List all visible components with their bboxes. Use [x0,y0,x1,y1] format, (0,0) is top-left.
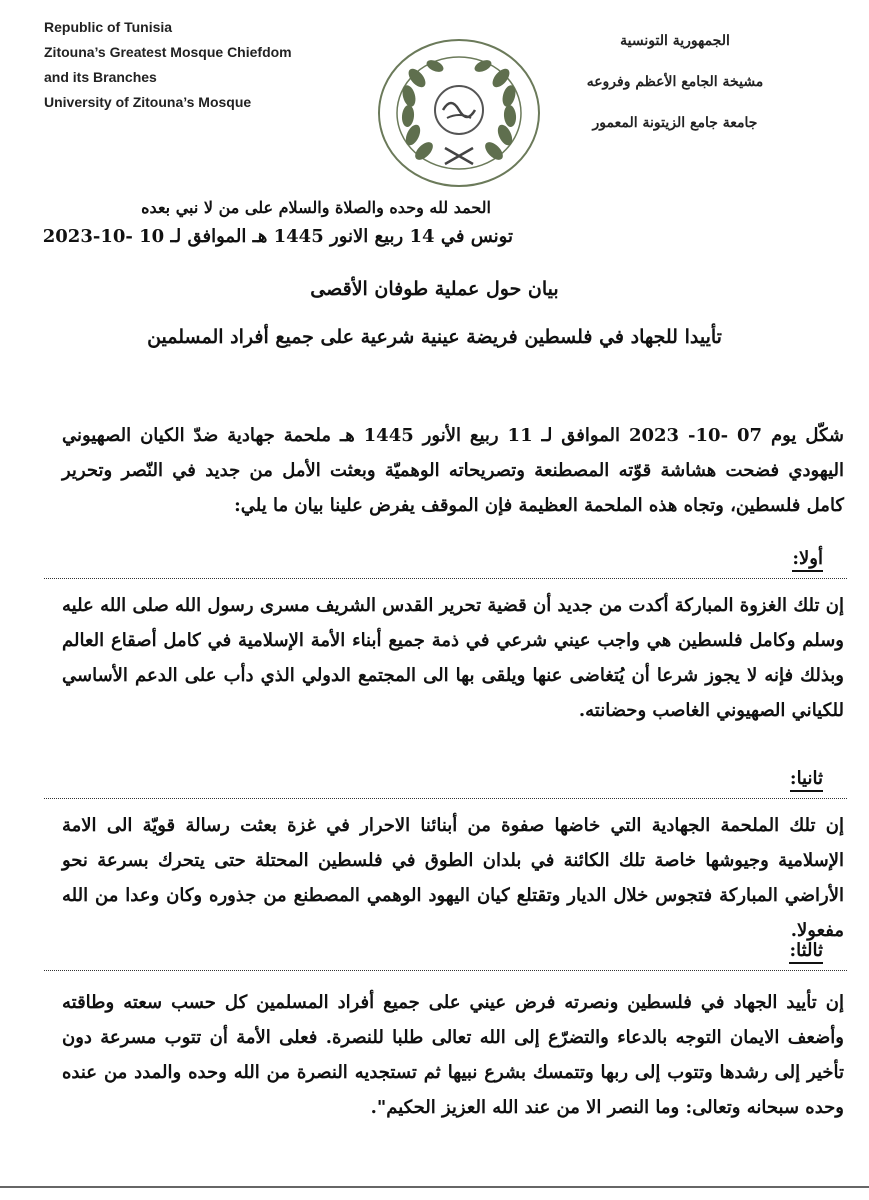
arabic-header-line: الجمهورية التونسية [620,33,730,49]
document-subtitle: تأييدا للجهاد في فلسطين فريضة عينية شرعية على جميع أفراد المسلمين [147,326,722,348]
section-divider [44,798,847,799]
english-header-line: University of Zitouna’s Mosque [44,94,252,110]
english-header-line: Republic of Tunisia [44,19,173,35]
section-heading-third: ثالثا: [789,940,823,964]
document-date: تونس في 14 ربيع الانور 1445 هـ الموافق لـ 10 -10-2023 [42,226,513,247]
section-paragraph-third: إن تأييد الجهاد في فلسطين ونصرته فرض عيني على جميع أفراد المسلمين كل حسب سعته وطاقته وأضعف الايمان التوجه بالدعاء والتضرّع إلى الله تعالى طلبا للنصرة. فعلى الأمة أن تتوب مسرعة دون تأخير إلى رشدها وتتوب إلى ربها وتتمسك بشرع نبيها ثم تستجديه النصرة من الله وحده والمدد من عنده وحده سبحانه وتعالى: وما النصر الا من عند الله العزيز الحكيم". [62,992,844,1118]
section-divider [44,970,847,971]
document-title: بيان حول عملية طوفان الأقصى [310,278,559,300]
english-header-line: and its Branches [44,69,157,85]
arabic-header-line: جامعة جامع الزيتونة المعمور [592,115,758,131]
section-paragraph-first: إن تلك الغزوة المباركة أكدت من جديد أن قضية تحرير القدس الشريف مسرى رسول الله صلى الله عليه وسلم وكامل فلسطين هي واجب عيني شرعي في ذمة جميع أبناء الأمة الإسلامية في كامل أصقاع العالم وبذلك فإنه لا يجوز شرعا أن يُتغاضى عنها ويلقى بها الى المجتمع الدولي الذي دأب على الدعم الأساسي للكياني الصهيوني الغاصب وحضانته. [62,595,844,721]
english-letterhead [44,18,344,118]
intro-paragraph: شكّل يوم 07 -10- 2023 الموافق لـ 11 ربيع الأنور 1445 هـ ملحمة جهادية ضدّ الكيان الصهيوني اليهودي فضحت هشاشة قوّته المصطنعة وتصريحاته الوهميّة وبعثت الأمل من جديد في النّصر وتحرير كامل فلسطين، وتجاه هذه الملحمة العظيمة فإن الموقف يفرض علينا بيان ما يلي: [62,425,845,516]
section-paragraph-second: إن تلك الملحمة الجهادية التي خاضها صفوة من أبنائنا الاحرار في غزة بعثت رسالة قويّة الى الامة الإسلامية وجيوشها خاصة تلك الكائنة في بلدان الطوق في فلسطين المحتلة حتى يتحرك بسرعة نحو الأراضي المباركة فتجوس خلال الديار وتقتلع كيان اليهود الوهمي المصطنع من جذوره وكان وعدا من الله مفعولا. [62,815,844,941]
arabic-header-line: مشيخة الجامع الأعظم وفروعه [586,74,764,90]
opening-praise: الحمد لله وحده والصلاة والسلام على من لا نبي بعده [141,198,491,217]
section-heading-first: أولا: [792,548,823,572]
section-heading-second: ثانيا: [790,768,823,792]
english-header-line: Zitouna’s Greatest Mosque Chiefdom [44,44,292,60]
official-seal-icon [377,38,541,188]
page-bottom-rule [0,1186,869,1188]
arabic-letterhead [555,32,795,155]
section-divider [44,578,847,579]
